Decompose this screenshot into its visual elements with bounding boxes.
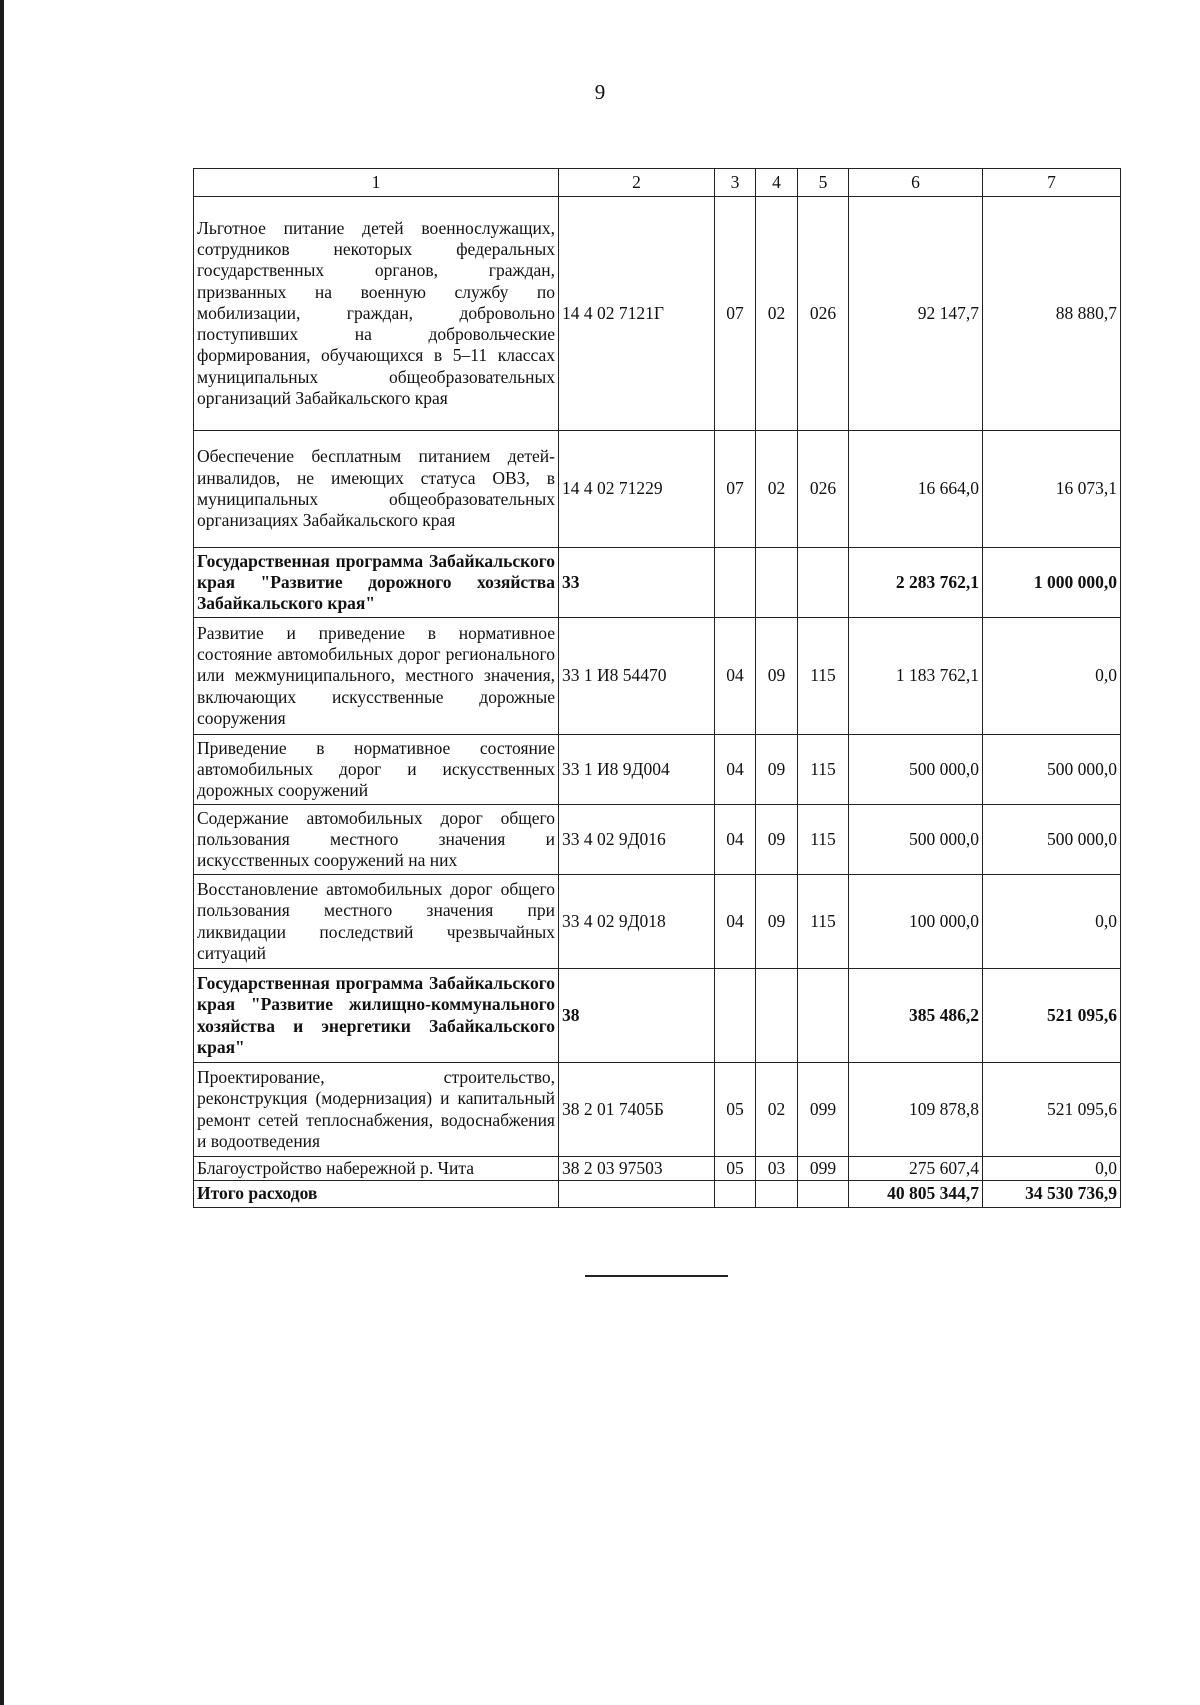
table-cell <box>756 1181 798 1208</box>
table-row <box>194 735 1121 805</box>
table-cell: 02 <box>756 431 798 548</box>
table-cell: 521 095,6 <box>983 1063 1121 1157</box>
table-cell: 07 <box>715 197 756 431</box>
table-cell: 40 805 344,7 <box>849 1181 983 1208</box>
row-name-cell: Приведение в нормативное состояние автомобильных дорог и искусственных дорожных сооружений <box>194 735 559 805</box>
table-cell: 275 607,4 <box>849 1157 983 1181</box>
table-row <box>194 1157 1121 1181</box>
table-cell: 04 <box>715 805 756 875</box>
table-cell <box>756 969 798 1063</box>
table-cell: 09 <box>756 618 798 735</box>
table-row <box>194 431 1121 548</box>
table-row <box>194 1181 1121 1208</box>
table-cell: 115 <box>798 618 849 735</box>
header-cell: 7 <box>983 169 1121 197</box>
table-cell: 521 095,6 <box>983 969 1121 1063</box>
header-cell: 1 <box>194 169 559 197</box>
table-cell <box>756 548 798 618</box>
table-cell: 02 <box>756 197 798 431</box>
table-cell: 109 878,8 <box>849 1063 983 1157</box>
header-cell: 5 <box>798 169 849 197</box>
table-row <box>194 618 1121 735</box>
table-cell: 099 <box>798 1063 849 1157</box>
row-name-cell: Льготное питание детей военнослужащих, сотрудников некоторых федеральных государственных органов, граждан, призванных на военную службу по мобилизации, граждан, добровольно поступивших на добровольческие формирования, обучающихся в 5–11 классах муниципальных общеобразовательных организаций Забайкальского края <box>194 197 559 431</box>
table-cell: 1 000 000,0 <box>983 548 1121 618</box>
table-cell: 099 <box>798 1157 849 1181</box>
table-cell: 385 486,2 <box>849 969 983 1063</box>
row-name-cell: Государственная программа Забайкальского края "Развитие жилищно-коммунального хозяйства и энергетики Забайкальского края" <box>194 969 559 1063</box>
table-cell: 33 1 И8 9Д004 <box>559 735 715 805</box>
table-cell: 38 2 01 7405Б <box>559 1063 715 1157</box>
table-cell: 16 073,1 <box>983 431 1121 548</box>
table-cell: 05 <box>715 1063 756 1157</box>
table-cell: 026 <box>798 197 849 431</box>
table-row <box>194 875 1121 969</box>
table-cell: 115 <box>798 735 849 805</box>
table-cell: 09 <box>756 875 798 969</box>
table-cell: 2 283 762,1 <box>849 548 983 618</box>
table-cell: 34 530 736,9 <box>983 1181 1121 1208</box>
table-cell: 14 4 02 7121Г <box>559 197 715 431</box>
row-name-cell: Благоустройство набережной р. Чита <box>194 1157 559 1181</box>
row-name-cell: Восстановление автомобильных дорог общего пользования местного значения при ликвидации последствий чрезвычайных ситуаций <box>194 875 559 969</box>
table-cell: 33 <box>559 548 715 618</box>
table-cell: 04 <box>715 618 756 735</box>
table-row <box>194 197 1121 431</box>
table-cell: 88 880,7 <box>983 197 1121 431</box>
table-cell: 05 <box>715 1157 756 1181</box>
table-cell: 38 <box>559 969 715 1063</box>
table-cell: 02 <box>756 1063 798 1157</box>
row-name-cell: Развитие и приведение в нормативное состояние автомобильных дорог регионального или межмуниципального, местного значения, включающих искусственные дорожные сооружения <box>194 618 559 735</box>
row-name-cell: Проектирование, строительство, реконструкция (модернизация) и капитальный ремонт сетей теплоснабжения, водоснабжения и водоотведения <box>194 1063 559 1157</box>
table-cell: 03 <box>756 1157 798 1181</box>
page-number: 9 <box>594 80 606 104</box>
row-name-cell: Итого расходов <box>194 1181 559 1208</box>
table-cell: 115 <box>798 875 849 969</box>
budget-table <box>193 168 1121 1208</box>
table-row <box>194 969 1121 1063</box>
header-cell: 6 <box>849 169 983 197</box>
table-cell: 16 664,0 <box>849 431 983 548</box>
table-cell: 38 2 03 97503 <box>559 1157 715 1181</box>
table-cell: 04 <box>715 875 756 969</box>
table-cell: 0,0 <box>983 1157 1121 1181</box>
table-cell: 0,0 <box>983 618 1121 735</box>
header-cell: 3 <box>715 169 756 197</box>
table-cell: 33 1 И8 54470 <box>559 618 715 735</box>
table-cell: 500 000,0 <box>983 735 1121 805</box>
table-cell: 500 000,0 <box>983 805 1121 875</box>
header-cell: 4 <box>756 169 798 197</box>
table-cell <box>798 548 849 618</box>
table-cell: 0,0 <box>983 875 1121 969</box>
table-cell: 115 <box>798 805 849 875</box>
table-cell: 33 4 02 9Д018 <box>559 875 715 969</box>
scan-left-edge <box>0 0 4 1705</box>
table-cell: 04 <box>715 735 756 805</box>
table-cell: 14 4 02 71229 <box>559 431 715 548</box>
table-cell <box>715 1181 756 1208</box>
table-cell: 92 147,7 <box>849 197 983 431</box>
table-row <box>194 548 1121 618</box>
row-name-cell: Содержание автомобильных дорог общего пользования местного значения и искусственных сооружений на них <box>194 805 559 875</box>
table-cell <box>798 1181 849 1208</box>
table-cell: 100 000,0 <box>849 875 983 969</box>
table-body <box>194 197 1121 1208</box>
table-cell <box>559 1181 715 1208</box>
closing-rule <box>585 1275 728 1277</box>
table-cell: 07 <box>715 431 756 548</box>
table-row <box>194 805 1121 875</box>
row-name-cell: Государственная программа Забайкальского края "Развитие дорожного хозяйства Забайкальского края" <box>194 548 559 618</box>
table-cell: 500 000,0 <box>849 805 983 875</box>
table-cell: 09 <box>756 735 798 805</box>
table-cell: 026 <box>798 431 849 548</box>
table-cell <box>715 548 756 618</box>
header-cell: 2 <box>559 169 715 197</box>
table-cell <box>798 969 849 1063</box>
table-cell <box>715 969 756 1063</box>
table-cell: 09 <box>756 805 798 875</box>
header-row <box>194 169 1121 197</box>
table-cell: 33 4 02 9Д016 <box>559 805 715 875</box>
table-row <box>194 1063 1121 1157</box>
table-cell: 1 183 762,1 <box>849 618 983 735</box>
row-name-cell: Обеспечение бесплатным питанием детей-инвалидов, не имеющих статуса ОВЗ, в муниципальных общеобразовательных организациях Забайкальского края <box>194 431 559 548</box>
table-cell: 500 000,0 <box>849 735 983 805</box>
